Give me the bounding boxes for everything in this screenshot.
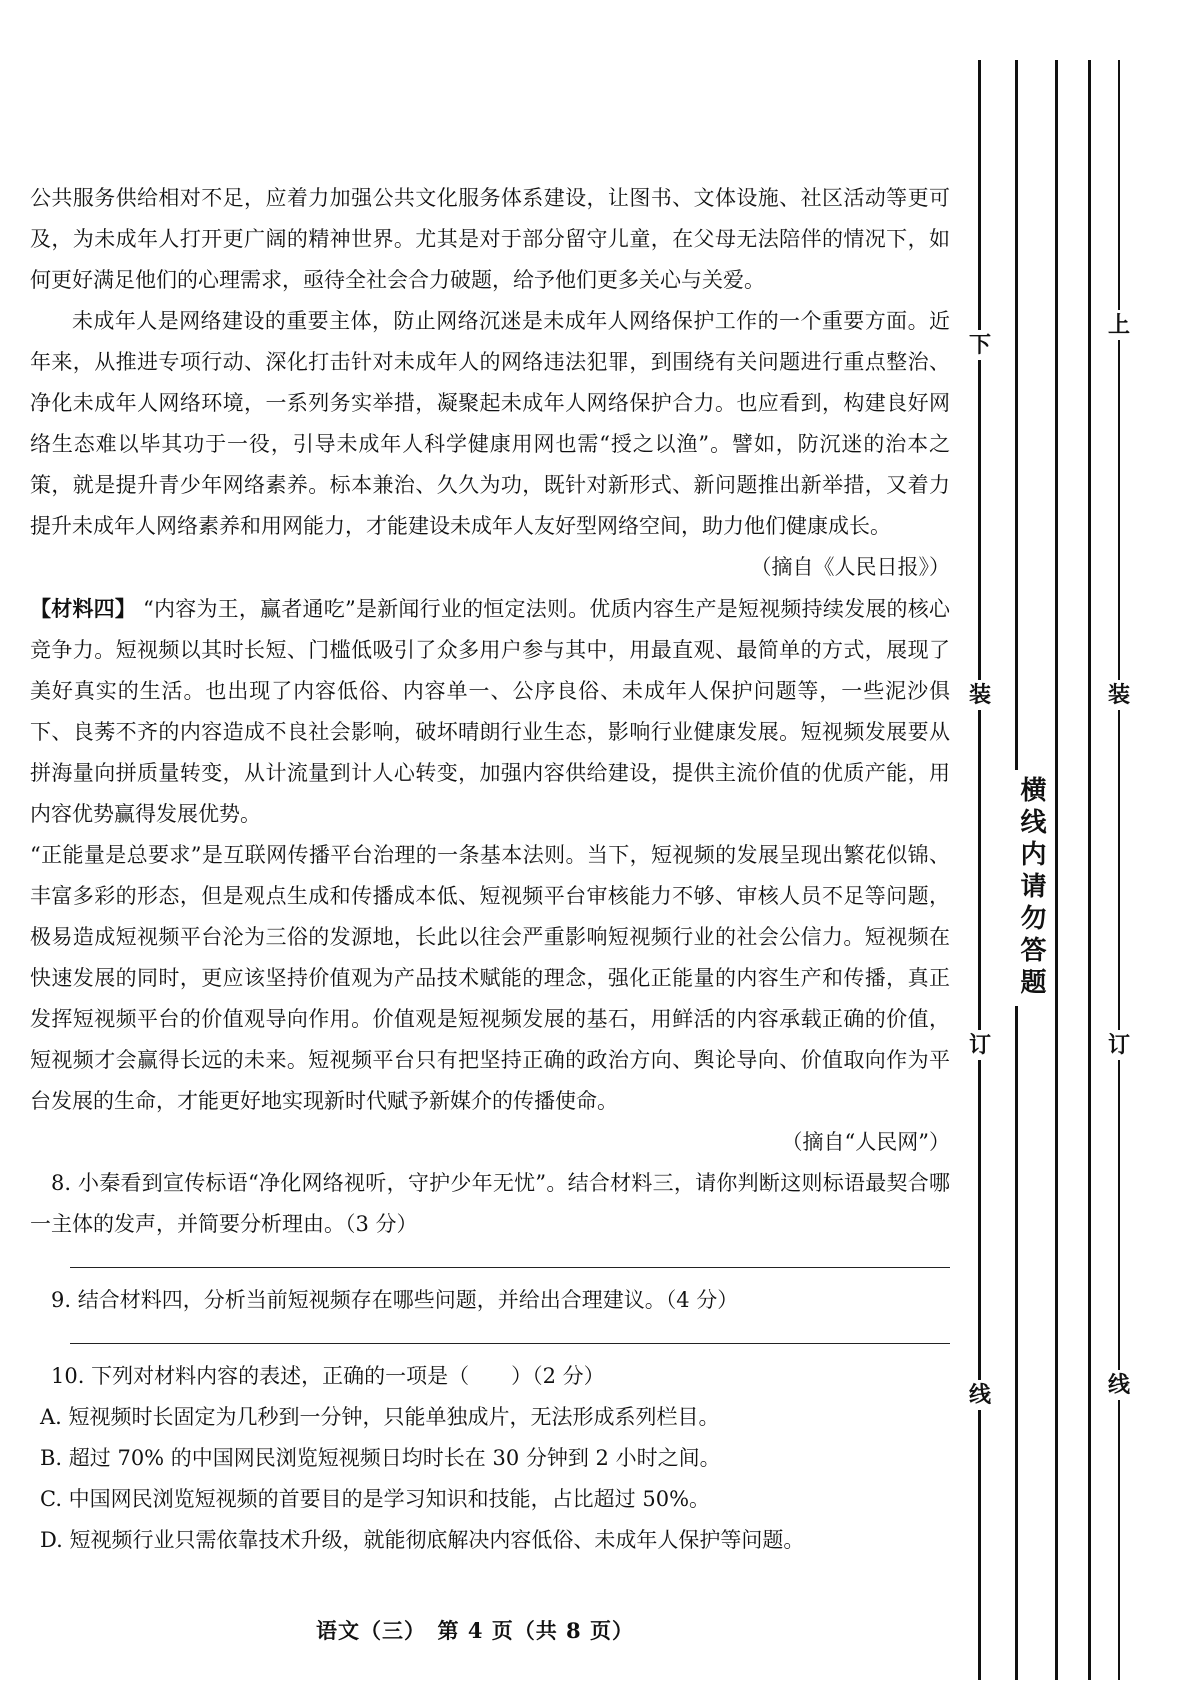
paragraph-2: 未成年人是网络建设的重要主体，防止网络沉迷是未成年人网络保护工作的一个重要方面。近年来，从推进专项行动、深化打击针对未成年人的网络违法犯罪，到围绕有关问题进行重点整治、净化未成年人网络环境，一系列务实举措，凝聚起未成年人网络保护合力。也应看到，构建良好网络生态难以毕其功于一役，引导未成年人科学健康用网也需“授之以渔”。譬如，防沉迷的治本之策，就是提升青少年网络素养。标本兼治、久久为功，既针对新形式、新问题推出新举措，又着力提升未成年人网络素养和用网能力，才能建设未成年人友好型网络空间，助力他们健康成长。 — [30, 309, 950, 538]
outer-char-3: 订 — [1105, 1030, 1133, 1060]
paragraph-1: 公共服务供给相对不足，应着力加强公共文化服务体系建设，让图书、文体设施、社区活动等更可及，为未成年人打开更广阔的精神世界。尤其是对于部分留守儿童，在父母无法陪伴的情况下，如何更好满足他们的心理需求，亟待全社会合力破题，给予他们更多关心与关爱。 — [30, 186, 950, 292]
answer-line-q8[interactable] — [70, 1245, 950, 1268]
inner-char-1: 下 — [966, 330, 994, 360]
material-four-label: 【材料四】 — [30, 596, 137, 621]
binding-margin — [960, 40, 1190, 1680]
binding-line-5 — [1118, 60, 1120, 1680]
paragraph-4: “正能量是总要求”是互联网传播平台治理的一条基本法则。当下，短视频的发展呈现出繁花似锦、丰富多彩的形态，但是观点生成和传播成本低、短视频平台审核能力不够、审核人员不足等问题，极易造成短视频平台沦为三俗的发源地，长此以往会严重影响短视频行业的社会公信力。短视频在快速发展的同时，更应该坚持价值观为产品技术赋能的理念，强化正能量的内容生产和传播，真正发挥短视频平台的价值观导向作用。价值观是短视频发展的基石，用鲜活的内容承载正确的价值，短视频才会赢得长远的未来。短视频平台只有把坚持正确的政治方向、舆论导向、价值取向作为平台发展的生命，才能更好地实现新时代赋予新媒介的传播使命。 — [30, 843, 950, 1113]
binding-line-3 — [1055, 60, 1058, 1680]
no-answer-zone-banner: 横线内请勿答题 — [1010, 770, 1050, 1006]
binding-line-1 — [978, 60, 981, 1680]
paragraph-3 — [30, 588, 950, 835]
question-9: 9. 结合材料四，分析当前短视频存在哪些问题，并给出合理建议。（4 分） — [51, 1288, 739, 1312]
inner-char-3: 订 — [966, 1030, 994, 1060]
option-d: D. 短视频行业只需依靠技术升级，就能彻底解决内容低俗、未成年人保护等问题。 — [40, 1528, 805, 1552]
question-8: 8. 小秦看到宣传标语“净化网络视听，守护少年无忧”。结合材料三，请你判断这则标语最契合哪一主体的发声，并简要分析理由。（3 分） — [30, 1171, 950, 1236]
outer-char-2: 装 — [1105, 680, 1133, 710]
option-a: A. 短视频时长固定为几秒到一分钟，只能单独成片，无法形成系列栏目。 — [40, 1405, 720, 1429]
page-footer: 语文（三） 第 4 页（共 8 页） — [316, 1618, 634, 1643]
paragraph-3-text: “内容为王，赢者通吃”是新闻行业的恒定法则。优质内容生产是短视频持续发展的核心竞争力。短视频以其时长短、门槛低吸引了众多用户参与其中，用最直观、最简单的方式，展现了美好真实的生活。也出现了内容低俗、内容单一、公序良俗、未成年人保护问题等，一些泥沙俱下、良莠不齐的内容造成不良社会影响，破坏晴朗行业生态，影响行业健康发展。短视频发展要从拼海量向拼质量转变，从计流量到计人心转变，加强内容供给建设，提供主流价值的优质产能，用内容优势赢得发展优势。 — [30, 597, 951, 826]
inner-char-4: 线 — [966, 1380, 994, 1410]
inner-char-2: 装 — [966, 680, 994, 710]
source-2: （摘自“人民网”） — [781, 1130, 950, 1154]
question-10: 10. 下列对材料内容的表述，正确的一项是（ ）（2 分） — [51, 1364, 605, 1388]
answer-line-q9[interactable] — [70, 1321, 950, 1344]
option-c: C. 中国网民浏览短视频的首要目的是学习知识和技能，占比超过 50%。 — [40, 1487, 711, 1511]
outer-char-4: 线 — [1105, 1370, 1133, 1400]
binding-line-4 — [1088, 60, 1091, 1680]
source-1: （摘自《人民日报》） — [750, 555, 950, 579]
exam-content — [30, 178, 950, 1561]
option-b: B. 超过 70% 的中国网民浏览短视频日均时长在 30 分钟到 2 小时之间。 — [40, 1446, 721, 1470]
outer-char-1: 上 — [1105, 310, 1133, 340]
